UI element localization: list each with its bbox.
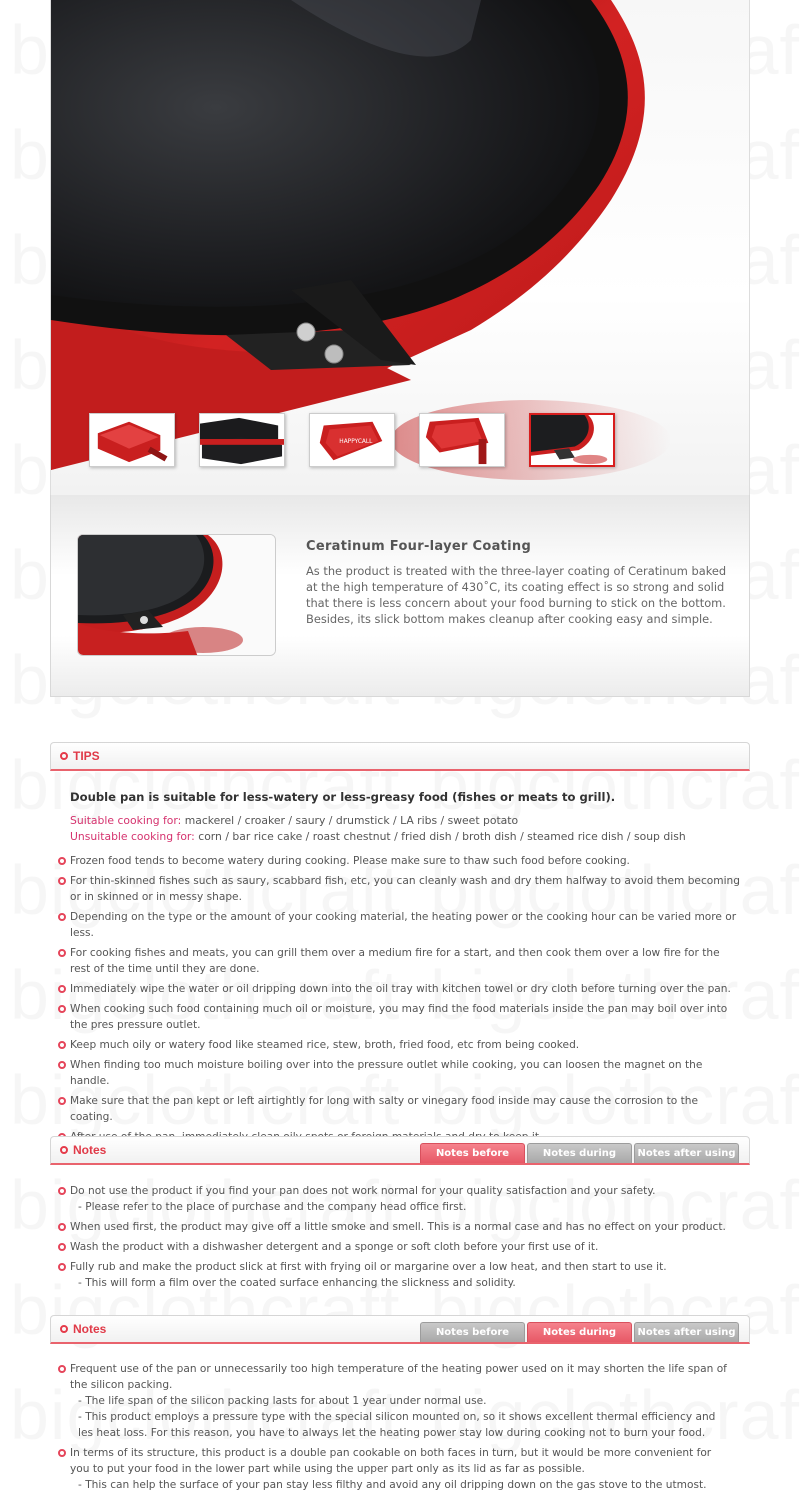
tab-notes-during-using[interactable]: Notes during using [527,1322,632,1342]
notes-title: Notes [73,1322,107,1336]
tab-notes-during-using[interactable]: Notes during using [527,1143,632,1163]
notes-before-header [50,1136,750,1179]
product-thumbnail[interactable] [529,413,615,467]
tip-item: Immediately wipe the water or oil dripping down into the oil tray with kitchen towel or dry cloth before turning over the pan. [70,981,740,997]
note-item [70,1259,750,1291]
note-item [70,1239,750,1255]
note-text: Wash the product with a dishwasher detergent and a sponge or soft cloth before your first use of it. [70,1241,599,1253]
coating-title: Ceratinum Four-layer Coating [306,539,532,554]
note-item [70,1445,730,1493]
notes-before-list [70,1183,750,1291]
tips-content [70,790,750,1149]
product-thumbnail[interactable] [89,413,175,467]
tips-title: TIPS [73,749,100,763]
tab-notes-after-using[interactable]: Notes after using [634,1322,739,1342]
tips-header [50,742,750,771]
thumbnail-strip [89,413,615,467]
product-thumbnail[interactable] [419,413,505,467]
tip-item: Frozen food tends to become watery during cooking. Please make sure to thaw such food before cooking. [70,853,740,869]
tips-list [70,853,740,1145]
note-subtext: - This product employs a pressure type with the special silicon mounted on, so it shows excellent thermal efficiency and les heat loss. For this reason, you have to always let the heating power stay low during cooking not to burn your food. [78,1411,716,1439]
tip-item: Depending on the type or the amount of your cooking material, the heating power or the cooking hour can be varied more or less. [70,909,740,941]
notes-during-list [70,1361,730,1493]
svg-text:HAPPYCALL: HAPPYCALL [339,438,373,445]
unsuitable-cooking-line [70,829,750,845]
notes-during-content [70,1361,750,1497]
tab-notes-before-using[interactable]: Notes before using [420,1322,525,1342]
note-item [70,1361,730,1441]
tip-item: For thin-skinned fishes such as saury, scabbard fish, etc, you can cleanly wash and dry them halfway to avoid them becoming or in skinned or in messy shape. [70,875,740,903]
tip-item: When cooking such food containing much oil or moisture, you may find the food materials inside the pan may boil over into the pres pressure outlet. [70,1001,740,1033]
suitable-value: mackerel / croaker / saury / drumstick / LA ribs / sweet potato [181,814,519,827]
note-subtext: - Please refer to the place of purchase and the company head office first. [78,1201,467,1213]
circle-bullet-icon [60,1325,68,1333]
tip-item: For cooking fishes and meats, you can grill them over a medium fire for a start, and then cook them over a low fire for the rest of the time until they are done. [70,945,740,977]
suitable-cooking-line [70,813,750,829]
note-text: Fully rub and make the product slick at first with frying oil or margarine over a low heat, and then start to use it. [70,1261,667,1273]
tip-item: Keep much oily or watery food like steamed rice, stew, broth, fried food, etc from being cooked. [70,1037,740,1053]
tab-notes-after-using[interactable]: Notes after using [634,1143,739,1163]
product-thumbnail[interactable] [199,413,285,467]
product-hero-image [50,0,750,495]
suitable-label: Suitable cooking for: [70,814,182,827]
note-text: Frequent use of the pan or unnecessarily too high temperature of the heating power used on it may shorten the life span of the silicon packing. [70,1363,727,1391]
note-subtext: - The life span of the silicon packing lasts for about 1 year under normal use. [78,1395,487,1407]
unsuitable-value: corn / bar rice cake / roast chestnut / fried dish / broth dish / steamed rice dish / soup dish [194,830,686,843]
note-subtext: - This can help the surface of your pan stay less filthy and avoid any oil dripping down on the gas stove to the utmost. [78,1479,707,1491]
notes-before-content [70,1183,750,1295]
coating-feature-panel [50,495,750,697]
tip-item: When finding too much moisture boiling over into the pressure outlet while cooking, you can loosen the magnet on the handle. [70,1057,740,1089]
coating-description: As the product is treated with the three-layer coating of Ceratinum baked at the high temperature of 430˚C, its coating effect is so strong and solid that there is less concern about your food burning to stick on the bottom. Besides, its slick bottom makes cleanup after cooking easy and simple. [306,564,727,626]
notes-title: Notes [73,1143,107,1157]
circle-bullet-icon [60,752,68,760]
tab-notes-before-using[interactable]: Notes before using [420,1143,525,1163]
notes-tabs [420,1322,739,1358]
tips-lead: Double pan is suitable for less-watery or less-greasy food (fishes or meats to grill). [70,790,616,804]
notes-tabs [420,1143,739,1179]
coating-feature-image [77,534,276,656]
note-text: Do not use the product if you find your pan does not work normal for your quality satisfaction and your safety. [70,1185,656,1197]
note-subtext: - This will form a film over the coated surface enhancing the slickness and solidity. [78,1277,516,1289]
note-text: In terms of its structure, this product is a double pan cookable on both faces in turn, but it would be more convenient for you to put your food in the lower part while using the upper part only as its lid as far as possible. [70,1447,712,1475]
product-thumbnail[interactable] [309,413,395,467]
note-item [70,1219,750,1235]
notes-during-header [50,1315,750,1358]
note-item [70,1183,750,1215]
circle-bullet-icon [60,1146,68,1154]
note-text: When used first, the product may give off a little smoke and smell. This is a normal case and has no effect on your product. [70,1221,726,1233]
unsuitable-label: Unsuitable cooking for: [70,830,195,843]
tip-item: Make sure that the pan kept or left airtightly for long with salty or vinegary food inside may cause the corrosion to the coating. [70,1093,740,1125]
